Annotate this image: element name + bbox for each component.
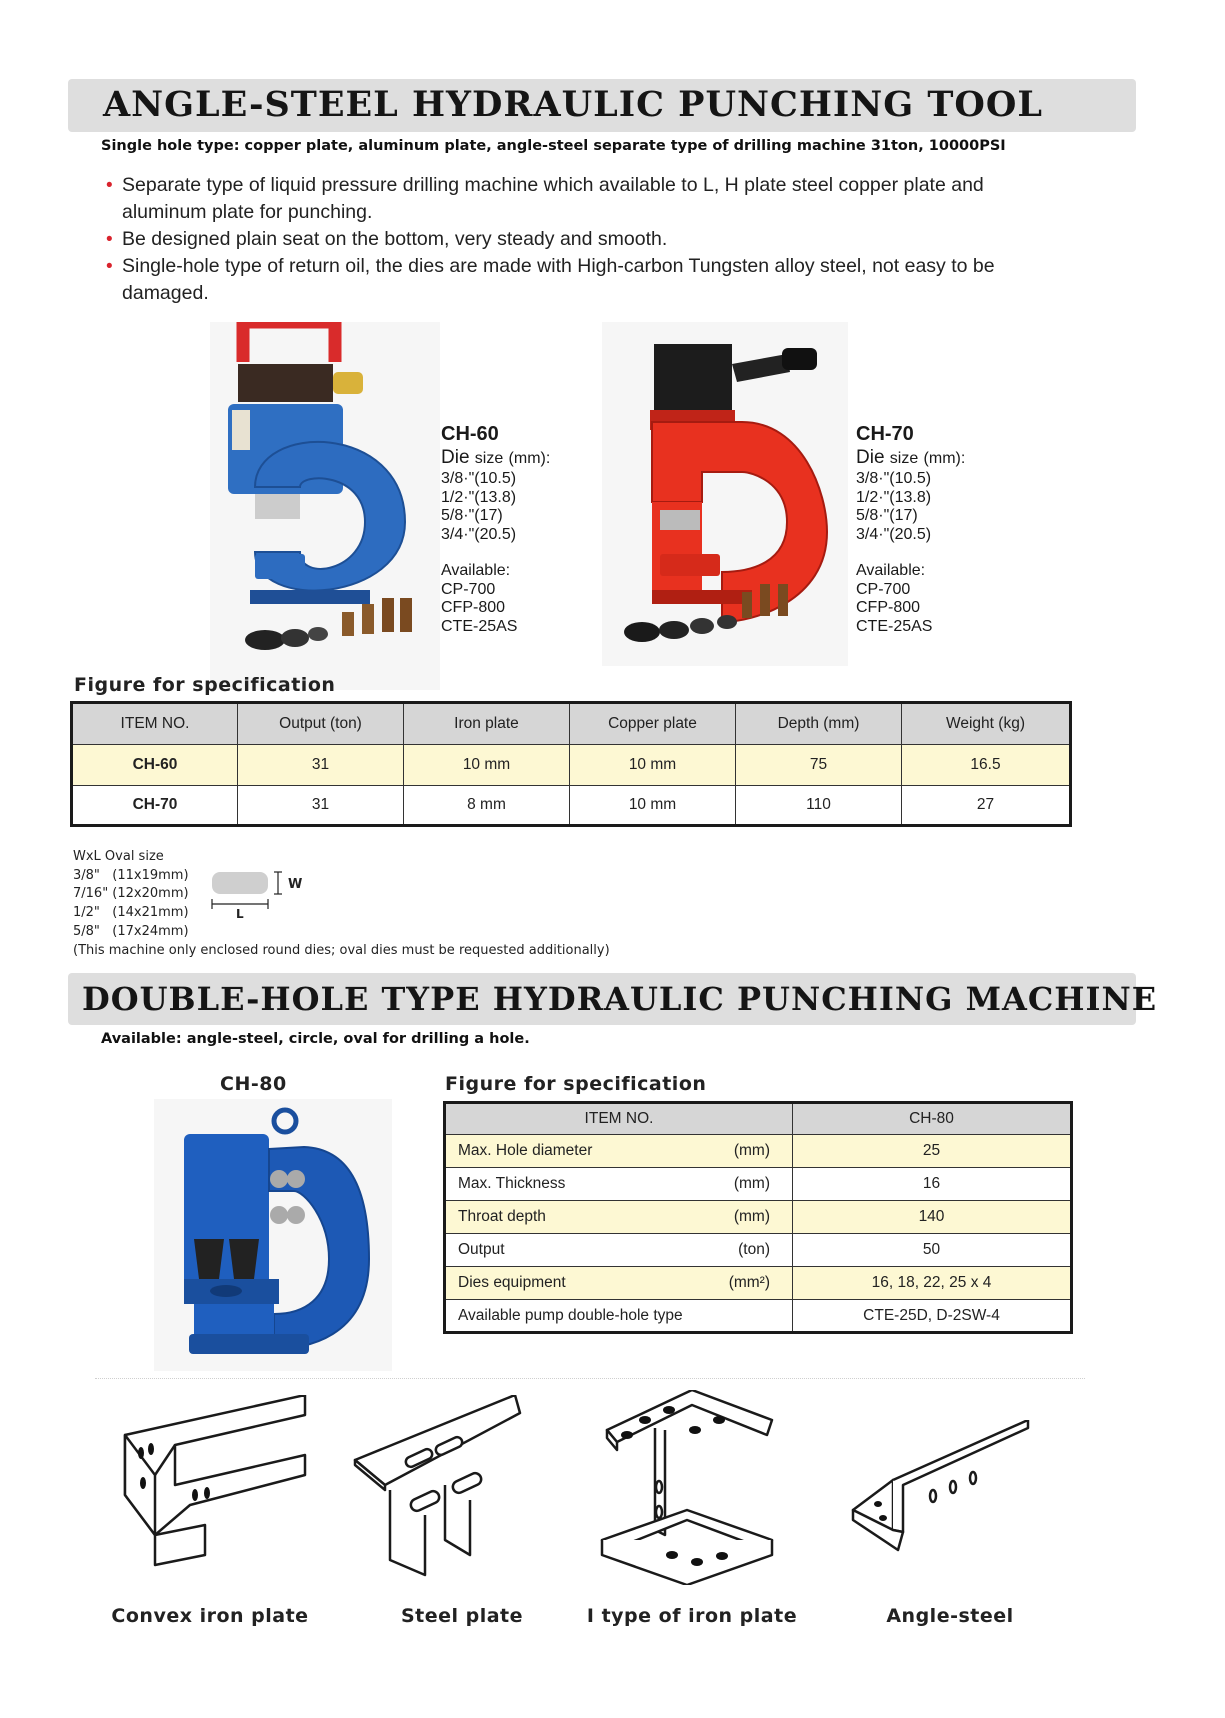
spec-unit: (mm²): [728, 1274, 770, 1291]
spec-label: Output: [458, 1241, 505, 1258]
ch60-size: 3/8·"(10.5): [441, 470, 517, 487]
ch80-model-name: CH-80: [220, 1073, 287, 1095]
col-header: ITEM NO.: [72, 703, 238, 745]
cell: 16.5: [902, 745, 1071, 786]
spec-table-1: [70, 701, 1072, 827]
cell: 8 mm: [404, 786, 570, 826]
oval-heading: WxL Oval size: [73, 849, 164, 864]
ch60-size: 5/8·"(17): [441, 507, 503, 524]
table-row: [445, 1300, 1072, 1333]
section1-subtitle: Single hole type: copper plate, aluminum plate, angle-steel separate type of drilling machine 31ton, 10000PSI: [101, 138, 1006, 154]
divider: [95, 1378, 1085, 1379]
ch70-model-name: CH-70: [856, 423, 914, 445]
ch60-size: 1/2·"(13.8): [441, 488, 517, 506]
spec-label-cell: [445, 1300, 793, 1333]
table-row: [445, 1234, 1072, 1267]
spec-value: 25: [793, 1135, 1072, 1168]
col-header: Copper plate: [570, 703, 736, 745]
cell: 10 mm: [570, 786, 736, 826]
size-word: size: [474, 450, 504, 467]
spec-label: Available pump double-hole type: [458, 1306, 683, 1324]
angle-steel-drawing: [848, 1420, 1033, 1560]
spec-title-1: Figure for specification: [74, 674, 336, 696]
spec-label: Throat depth: [458, 1208, 546, 1225]
ch60-available-pump: CTE-25AS: [441, 617, 518, 635]
ch60-model-name: CH-60: [441, 423, 499, 445]
spec-unit: (ton): [738, 1241, 770, 1258]
ch70-available-pump: CTE-25AS: [856, 617, 933, 635]
section2-title: DOUBLE-HOLE TYPE HYDRAULIC PUNCHING MACHINE: [82, 980, 1158, 1018]
spec-label: Max. Hole diameter: [458, 1142, 593, 1159]
spec-label-cell: [445, 1234, 793, 1267]
feature-item: • Single-hole type of return oil, the dies are made with High-carbon Tungsten alloy steel, not easy to be damaged.: [106, 253, 1036, 307]
table-row: [72, 786, 1071, 826]
ch60-available-pump: CFP-800: [441, 599, 506, 616]
oval-size: 3/8" (11x19mm): [73, 867, 189, 883]
spec-label-cell: [445, 1168, 793, 1201]
steel-plate-drawing: [350, 1395, 530, 1580]
ch70-info: [856, 423, 965, 636]
feature-item: • Separate type of liquid pressure drilling machine which available to L, H plate steel copper plate and aluminum plate for punching.: [106, 172, 1036, 226]
oval-w-label: W: [288, 877, 303, 892]
col-header: CH-80: [793, 1103, 1072, 1135]
oval-size: 1/2" (14x21mm): [73, 905, 189, 921]
spec-unit: (mm): [733, 1208, 770, 1225]
spec-label-cell: [445, 1135, 793, 1168]
cell: 27: [902, 786, 1071, 826]
die-word: Die: [441, 447, 470, 468]
oval-note: (This machine only enclosed round dies; oval dies must be requested additionally): [73, 942, 610, 958]
section2-banner: [68, 973, 1158, 1025]
spec-label-cell: [445, 1267, 793, 1300]
convex-iron-plate-drawing: [115, 1395, 315, 1575]
oval-diagram: [208, 868, 304, 920]
table-row: [72, 745, 1071, 786]
col-header: Depth (mm): [736, 703, 902, 745]
col-header: ITEM NO.: [445, 1103, 793, 1135]
spec-unit: (mm): [733, 1175, 770, 1192]
spec-table-2: [443, 1101, 1073, 1334]
spec-label: Dies equipment: [458, 1274, 566, 1291]
ch70-size: 1/2·"(13.8): [856, 488, 932, 506]
cell: 10 mm: [404, 745, 570, 786]
ch60-available-label: Available:: [441, 562, 511, 579]
size-word: size: [889, 450, 919, 467]
unit-word: (mm):: [923, 450, 966, 467]
col-header: Weight (kg): [902, 703, 1071, 745]
unit-word: (mm):: [508, 450, 551, 467]
i-type-iron-plate-drawing: [597, 1390, 777, 1585]
table-row: [445, 1201, 1072, 1234]
col-header: Output (ton): [238, 703, 404, 745]
ch60-size: 3/4·"(20.5): [441, 525, 517, 543]
ch70-available-pump: CFP-800: [856, 599, 921, 616]
spec-title-2: Figure for specification: [445, 1073, 707, 1095]
spec-value: 50: [793, 1234, 1072, 1267]
ch70-size: 3/8·"(10.5): [856, 470, 932, 487]
ch70-size: 5/8·"(17): [856, 507, 918, 524]
table-row: [445, 1267, 1072, 1300]
feature-item: • Be designed plain seat on the bottom, very steady and smooth.: [106, 226, 1036, 253]
ch60-info: [441, 423, 550, 636]
die-word: Die: [856, 447, 885, 468]
caption-convex-iron-plate: Convex iron plate: [111, 1605, 309, 1627]
oval-size-block: [73, 848, 610, 960]
caption-angle-steel: Angle-steel: [886, 1605, 1014, 1627]
cell: CH-60: [72, 745, 238, 786]
cell: 31: [238, 786, 404, 826]
ch70-available-pump: CP-700: [856, 580, 911, 598]
caption-steel-plate: Steel plate: [400, 1605, 524, 1627]
spec-value: 16, 18, 22, 25 x 4: [793, 1267, 1072, 1300]
spec-unit: (mm): [733, 1142, 770, 1159]
ch60-die-label: [441, 446, 550, 470]
ch60-available-pump: CP-700: [441, 580, 496, 598]
oval-size: 5/8" (17x24mm): [73, 923, 189, 939]
oval-size: 7/16" (12x20mm): [73, 886, 189, 902]
col-header: Iron plate: [404, 703, 570, 745]
cell: 110: [736, 786, 902, 826]
ch80-product-photo: [154, 1099, 392, 1371]
cell: CH-70: [72, 786, 238, 826]
spec-value: 16: [793, 1168, 1072, 1201]
feature-list: [106, 172, 1036, 307]
cell: 10 mm: [570, 745, 736, 786]
cell: 31: [238, 745, 404, 786]
table-row: [445, 1135, 1072, 1168]
ch70-product-photo: [602, 322, 848, 666]
oval-l-label: L: [236, 907, 244, 920]
section2-subtitle: Available: angle-steel, circle, oval for drilling a hole.: [101, 1031, 530, 1047]
spec-label: Max. Thickness: [458, 1175, 566, 1192]
spec-value: CTE-25D, D-2SW-4: [793, 1300, 1072, 1333]
section1-title: ANGLE-STEEL HYDRAULIC PUNCHING TOOL: [103, 84, 1043, 125]
table-row: [445, 1168, 1072, 1201]
ch70-available-label: Available:: [856, 562, 926, 579]
spec-label-cell: [445, 1201, 793, 1234]
caption-i-type-iron-plate: I type of iron plate: [586, 1605, 798, 1627]
ch70-die-label: [856, 446, 965, 470]
spec-value: 140: [793, 1201, 1072, 1234]
section1-banner: [68, 79, 1136, 132]
ch60-product-photo: [210, 322, 440, 690]
cell: 75: [736, 745, 902, 786]
ch70-size: 3/4·"(20.5): [856, 525, 932, 543]
